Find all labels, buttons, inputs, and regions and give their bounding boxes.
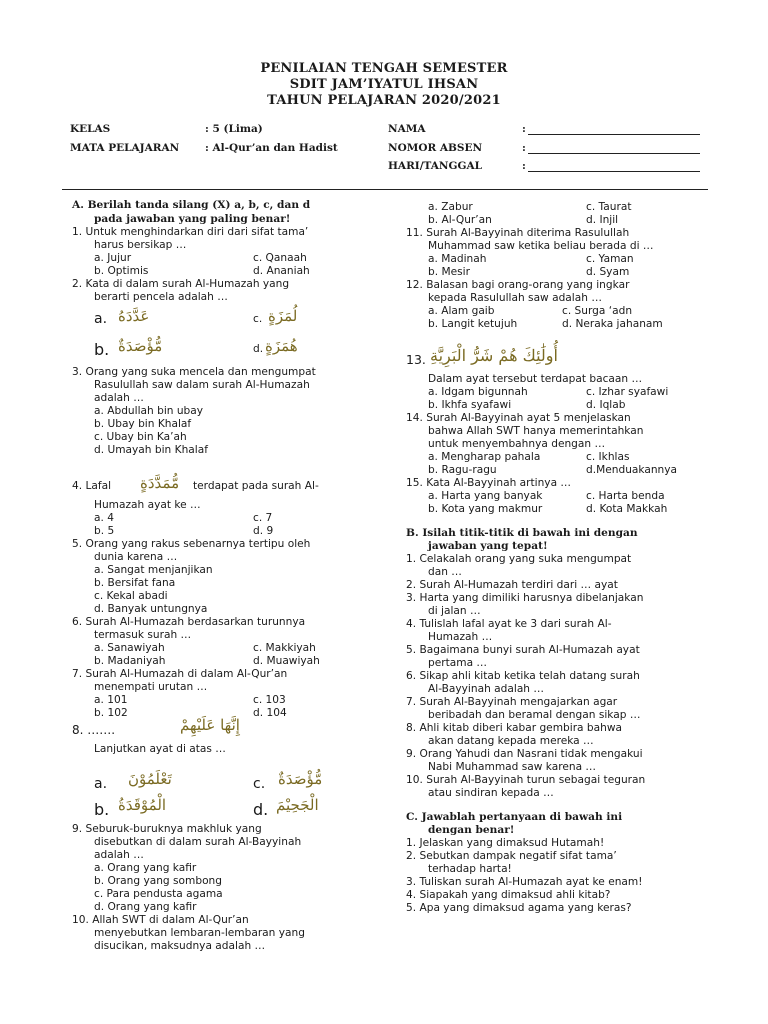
q14-option-b[interactable]: b. Ragu-ragu xyxy=(428,464,497,476)
nama-label: NAMA xyxy=(388,123,426,135)
q3-text-2: Rasulullah saw dalam surah Al-Humazah xyxy=(94,379,310,391)
q13-option-a[interactable]: a. Idgam bigunnah xyxy=(428,386,528,398)
q6-option-a[interactable]: a. Sanawiyah xyxy=(94,642,165,654)
mapel-value: : Al-Qur’an dan Hadist xyxy=(205,142,338,154)
kelas-value: : 5 (Lima) xyxy=(205,123,263,135)
q12-text-2: kepada Rasulullah saw adalah … xyxy=(428,292,602,304)
q9-option-c[interactable]: c. Para pendusta agama xyxy=(94,888,223,900)
nama-colon: : xyxy=(522,123,526,135)
hari-label: HARI/TANGGAL xyxy=(388,160,482,172)
q1-option-b[interactable]: b. Optimis xyxy=(94,265,149,277)
q14-text-2: bahwa Allah SWT hanya memerintahkan xyxy=(428,425,644,437)
q14-option-d[interactable]: d.Menduakannya xyxy=(586,464,678,476)
q15-option-a[interactable]: a. Harta yang banyak xyxy=(428,490,543,502)
q2-text-2: berarti pencela adalah … xyxy=(94,291,228,303)
q9-text-2: disebutkan di dalam surah Al-Bayyinah xyxy=(94,836,302,848)
q13-option-c[interactable]: c. Izhar syafawi xyxy=(586,386,669,398)
mapel-label: MATA PELAJARAN xyxy=(70,142,180,154)
q2-option-a[interactable]: a. xyxy=(94,311,108,327)
q14-option-a[interactable]: a. Mengharap pahala xyxy=(428,451,541,463)
q12-text: 12. Balasan bagi orang-orang yang ingkar xyxy=(406,279,630,291)
q2-option-c[interactable]: c. xyxy=(253,313,263,325)
q11-option-d[interactable]: d. Syam xyxy=(586,266,630,278)
q12-option-c[interactable]: c. Surga ‘adn xyxy=(562,305,633,317)
q9-text-3: adalah … xyxy=(94,849,144,861)
q8-option-c[interactable]: c. xyxy=(253,776,266,792)
kelas-label: KELAS xyxy=(70,123,111,135)
q3-option-d[interactable]: d. Umayah bin Khalaf xyxy=(94,444,208,456)
q13-option-b[interactable]: b. Ikhfa syafawi xyxy=(428,399,512,411)
q7-option-d[interactable]: d. 104 xyxy=(253,707,287,719)
q1-text-2: harus bersikap … xyxy=(94,239,187,251)
q10-text-2: menyebutkan lembaran-lembaran yang xyxy=(94,927,305,939)
b6-text: 6. Sikap ahli kitab ketika telah datang surah xyxy=(406,670,640,682)
q3-text-3: adalah … xyxy=(94,392,144,404)
q14-text: 14. Surah Al-Bayyinah ayat 5 menjelaskan xyxy=(406,412,631,424)
b5-text: 5. Bagaimana bunyi surah Al-Humazah ayat xyxy=(406,644,640,656)
q5-text: 5. Orang yang rakus sebenarnya tertipu oleh xyxy=(72,538,311,550)
q4-arabic: مُّمَدَّدَةٍ xyxy=(140,474,180,492)
q8-text: 8. ……. xyxy=(72,723,116,737)
q13-number: 13. xyxy=(406,352,426,367)
q4-option-b[interactable]: b. 5 xyxy=(94,525,115,537)
q10-option-b[interactable]: b. Al-Qur’an xyxy=(428,214,492,226)
q8-text-2: Lanjutkan ayat di atas … xyxy=(94,743,226,755)
q4-text-b: terdapat pada surah Al- xyxy=(193,480,319,492)
c2-text-2: terhadap harta! xyxy=(428,863,512,875)
q8-option-a[interactable]: a. xyxy=(94,776,108,792)
academic-year: TAHUN PELAJARAN 2020/2021 xyxy=(267,93,501,108)
q9-option-d[interactable]: d. Orang yang kafir xyxy=(94,901,197,913)
q15-option-d[interactable]: d. Kota Makkah xyxy=(586,503,668,515)
absen-field[interactable] xyxy=(528,153,700,154)
q8-option-b-arabic: الْمُوْقَدَةُ xyxy=(118,796,167,814)
c5-text: 5. Apa yang dimaksud agama yang keras? xyxy=(406,902,632,914)
q7-option-b[interactable]: b. 102 xyxy=(94,707,128,719)
c2-text: 2. Sebutkan dampak negatif sifat tama’ xyxy=(406,850,617,862)
b9-text: 9. Orang Yahudi dan Nasrani tidak mengakui xyxy=(406,748,643,760)
q9-option-a[interactable]: a. Orang yang kafir xyxy=(94,862,197,874)
c4-text: 4. Siapakah yang dimaksud ahli kitab? xyxy=(406,889,611,901)
q1-text: 1. Untuk menghindarkan diri dari sifat tama’ xyxy=(72,226,309,238)
q4-option-d[interactable]: d. 9 xyxy=(253,525,274,537)
b4-text-2: Humazah … xyxy=(428,631,493,643)
q4-option-c[interactable]: c. 7 xyxy=(253,512,273,524)
q2-option-b[interactable]: b. xyxy=(94,340,110,359)
b9-text-2: Nabi Muhammad saw karena … xyxy=(428,761,597,773)
q14-text-3: untuk menyembahnya dengan … xyxy=(428,438,606,450)
q2-option-a-arabic: عَدَّدَهُ xyxy=(118,307,150,325)
b5-text-2: pertama … xyxy=(428,657,488,669)
c3-text: 3. Tuliskan surah Al-Humazah ayat ke enam! xyxy=(406,876,643,888)
q15-text: 15. Kata Al-Bayyinah artinya … xyxy=(406,477,572,489)
q8-option-c-arabic: مُّؤْصَدَةٌ xyxy=(278,770,323,788)
q11-option-c[interactable]: c. Yaman xyxy=(586,253,634,265)
b1-text-2: dan … xyxy=(428,566,462,578)
b4-text: 4. Tulislah lafal ayat ke 3 dari surah Al- xyxy=(406,618,612,630)
q15-option-c[interactable]: c. Harta benda xyxy=(586,490,665,502)
q2-option-c-arabic: لُمَزَةٍ xyxy=(268,307,298,325)
section-c-title-2: dengan benar! xyxy=(428,824,515,836)
b3-text-2: di jalan … xyxy=(428,605,481,617)
section-a-title-2: pada jawaban yang paling benar! xyxy=(94,213,291,225)
q5-option-d[interactable]: d. Banyak untungnya xyxy=(94,603,208,615)
section-b-title: B. Isilah titik-titik di bawah ini dengan xyxy=(406,527,638,539)
q11-text: 11. Surah Al-Bayyinah diterima Rasulullah xyxy=(406,227,630,239)
b1-text: 1. Celakalah orang yang suka mengumpat xyxy=(406,553,632,565)
q12-option-b[interactable]: b. Langit ketujuh xyxy=(428,318,518,330)
q9-option-b[interactable]: b. Orang yang sombong xyxy=(94,875,222,887)
header-divider xyxy=(62,189,708,190)
exam-title: PENILAIAN TENGAH SEMESTER xyxy=(260,61,508,76)
q6-option-c[interactable]: c. Makkiyah xyxy=(253,642,316,654)
school-name: SDIT JAM’IYATUL IHSAN xyxy=(289,77,479,92)
q12-option-a[interactable]: a. Alam gaib xyxy=(428,305,495,317)
q4-text-2: Humazah ayat ke … xyxy=(94,499,201,511)
q8-option-d[interactable]: d. xyxy=(253,800,269,819)
b10-text: 10. Surah Al-Bayyinah turun sebagai teguran xyxy=(406,774,646,786)
q1-option-a[interactable]: a. Jujur xyxy=(94,252,132,264)
c1-text: 1. Jelaskan yang dimaksud Hutamah! xyxy=(406,837,605,849)
b3-text: 3. Harta yang dimiliki harusnya dibelanjakan xyxy=(406,592,644,604)
q3-text: 3. Orang yang suka mencela dan mengumpat xyxy=(72,366,316,378)
q5-text-2: dunia karena … xyxy=(94,551,178,563)
q7-text-2: menempati urutan … xyxy=(94,681,208,693)
q11-text-2: Muhammad saw ketika beliau berada di … xyxy=(428,240,654,252)
q2-text: 2. Kata di dalam surah Al-Humazah yang xyxy=(72,278,290,290)
hari-colon: : xyxy=(522,160,526,172)
q3-option-a[interactable]: a. Abdullah bin ubay xyxy=(94,405,204,417)
q8-option-a-arabic: تَعْلَمُوْنَ xyxy=(128,770,172,788)
section-a-title: A. Berilah tanda silang (X) a, b, c, dan d xyxy=(72,199,311,211)
q10-text-3: disucikan, maksudnya adalah … xyxy=(94,940,266,952)
q10-option-a[interactable]: a. Zabur xyxy=(428,201,473,213)
q5-option-a[interactable]: a. Sangat menjanjikan xyxy=(94,564,213,576)
q14-option-c[interactable]: c. Ikhlas xyxy=(586,451,630,463)
b8-text: 8. Ahli kitab diberi kabar gembira bahwa xyxy=(406,722,622,734)
b6-text-2: Al-Bayyinah adalah … xyxy=(428,683,544,695)
q6-text: 6. Surah Al-Humazah berdasarkan turunnya xyxy=(72,616,306,628)
q7-option-c[interactable]: c. 103 xyxy=(253,694,286,706)
q13-arabic: أُولَٰئِكَ هُمْ شَرُّ الْبَرِيَّةِ xyxy=(430,346,558,365)
q1-option-d[interactable]: d. Ananiah xyxy=(253,265,310,277)
q3-option-c[interactable]: c. Ubay bin Ka’ah xyxy=(94,431,187,443)
q5-option-c[interactable]: c. Kekal abadi xyxy=(94,590,168,602)
q10-option-d[interactable]: d. Injil xyxy=(586,214,619,226)
b2-text: 2. Surah Al-Humazah terdiri dari … ayat xyxy=(406,579,618,591)
q6-option-d[interactable]: d. Muawiyah xyxy=(253,655,320,667)
q7-option-a[interactable]: a. 101 xyxy=(94,694,128,706)
q2-option-b-arabic: مُّؤْصَدَةٌ xyxy=(118,337,163,355)
q4-option-a[interactable]: a. 4 xyxy=(94,512,114,524)
nama-field[interactable] xyxy=(528,134,700,135)
section-c-title: C. Jawablah pertanyaan di bawah ini xyxy=(406,811,623,823)
q5-option-b[interactable]: b. Bersifat fana xyxy=(94,577,176,589)
q9-text: 9. Seburuk-buruknya makhluk yang xyxy=(72,823,262,835)
q10-text: 10. Allah SWT di dalam Al-Qur’an xyxy=(72,914,249,926)
q6-text-2: termasuk surah … xyxy=(94,629,192,641)
q2-option-d[interactable]: d. xyxy=(253,343,264,355)
hari-field[interactable] xyxy=(528,171,700,172)
b7-text: 7. Surah Al-Bayyinah mengajarkan agar xyxy=(406,696,618,708)
q6-option-b[interactable]: b. Madaniyah xyxy=(94,655,166,667)
q10-option-c[interactable]: c. Taurat xyxy=(586,201,632,213)
q13-text-2: Dalam ayat tersebut terdapat bacaan … xyxy=(428,373,643,385)
q2-option-d-arabic: هُمَزَةٍ xyxy=(265,337,298,355)
q8-option-d-arabic: الْجَحِيْمَ xyxy=(276,796,319,814)
b8-text-2: akan datang kepada mereka … xyxy=(428,735,594,747)
q11-option-b[interactable]: b. Mesir xyxy=(428,266,470,278)
b10-text-2: atau sindiran kepada … xyxy=(428,787,554,799)
q4-text: 4. Lafal xyxy=(72,480,112,492)
q15-option-b[interactable]: b. Kota yang makmur xyxy=(428,503,543,515)
q13-option-d[interactable]: d. Iqlab xyxy=(586,399,626,411)
q8-arabic: إِنَّهَا عَلَيْهِمْ xyxy=(180,716,240,734)
q1-option-c[interactable]: c. Qanaah xyxy=(253,252,307,264)
q11-option-a[interactable]: a. Madinah xyxy=(428,253,487,265)
q3-option-b[interactable]: b. Ubay bin Khalaf xyxy=(94,418,192,430)
b7-text-2: beribadah dan beramal dengan sikap … xyxy=(428,709,641,721)
q12-option-d[interactable]: d. Neraka jahanam xyxy=(562,318,663,330)
section-b-title-2: jawaban yang tepat! xyxy=(428,540,548,552)
q7-text: 7. Surah Al-Humazah di dalam Al-Qur’an xyxy=(72,668,288,680)
q8-option-b[interactable]: b. xyxy=(94,800,110,819)
absen-label: NOMOR ABSEN xyxy=(388,142,483,154)
absen-colon: : xyxy=(522,142,526,154)
